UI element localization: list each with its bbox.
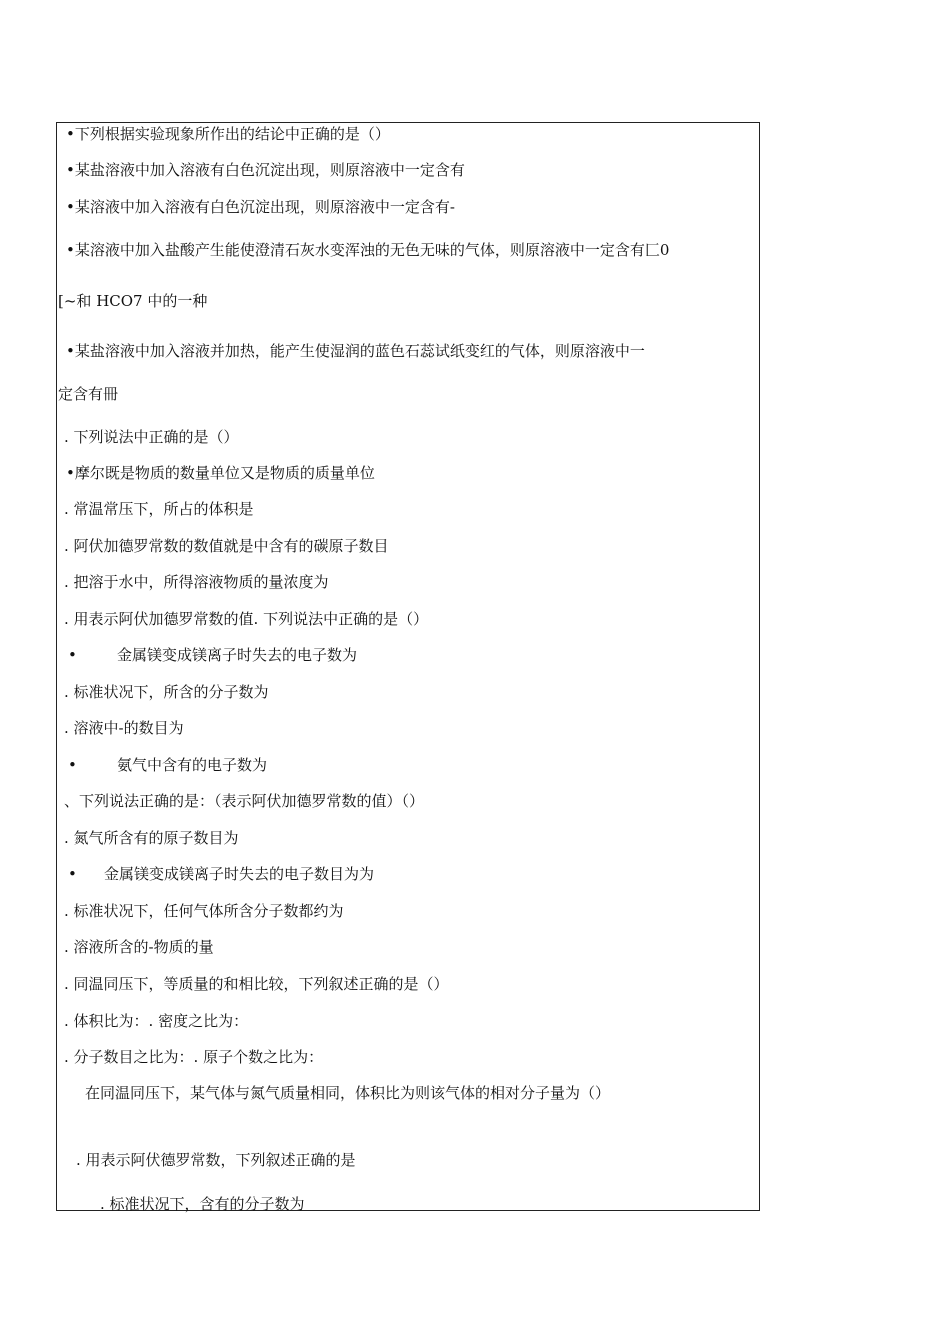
option-a: •某盐溶液中加入溶液有白色沉淀出现，则原溶液中一定含有 [66, 161, 465, 179]
option-c: •某溶液中加入盐酸产生能使澄清石灰水变浑浊的无色无味的气体，则原溶液中一定含有匚0 [66, 241, 670, 259]
bullet: • [68, 865, 77, 883]
question-3: . 用表示阿伏加德罗常数的值. 下列说法中正确的是（） [64, 610, 429, 628]
option-c-continued: [~和 HCO7 中的一种 [58, 292, 208, 310]
bullet: • [68, 646, 77, 664]
question-5: . 同温同压下，等质量的和相比较，下列叙述正确的是（） [64, 975, 449, 993]
question-6: 在同温同压下，某气体与氮气质量相同，体积比为则该气体的相对分子量为（） [85, 1084, 611, 1102]
option-a: •摩尔既是物质的数量单位又是物质的质量单位 [66, 464, 375, 482]
question-2: . 下列说法中正确的是（） [64, 428, 239, 446]
options-cd: . 分子数目之比为：. 原子个数之比为： [64, 1048, 324, 1066]
option-c: . 阿伏加德罗常数的数值就是中含有的碳原子数目 [64, 537, 389, 555]
bullet: • [68, 756, 77, 774]
option-d: . 把溶于水中，所得溶液物质的量浓度为 [64, 573, 329, 591]
question-4: 、下列说法正确的是：（表示阿伏加德罗常数的值）（） [64, 792, 425, 810]
option-d: . 溶液所含的-物质的量 [64, 938, 214, 956]
option-a: . 标准状况下，含有的分子数为 [100, 1195, 305, 1213]
question-1: •下列根据实验现象所作出的结论中正确的是（） [66, 125, 390, 143]
option-c: . 标准状况下，任何气体所含分子数都约为 [64, 902, 344, 920]
option-b: 金属镁变成镁离子时失去的电子数目为为 [104, 865, 375, 883]
option-d-continued: 定含有冊 [58, 385, 119, 403]
option-d: 氨气中含有的电子数为 [117, 756, 268, 774]
option-a: . 氮气所含有的原子数目为 [64, 829, 239, 847]
option-a: 金属镁变成镁离子时失去的电子数为 [117, 646, 358, 664]
option-d: •某盐溶液中加入溶液并加热，能产生使湿润的蓝色石蕊试纸变红的气体，则原溶液中一 [66, 342, 645, 360]
option-b: •某溶液中加入溶液有白色沉淀出现，则原溶液中一定含有- [66, 198, 455, 216]
option-c: . 溶液中-的数目为 [64, 719, 184, 737]
options-ab: . 体积比为：. 密度之比为： [64, 1012, 249, 1030]
option-b: . 常温常压下，所占的体积是 [64, 500, 254, 518]
question-7: . 用表示阿伏德罗常数，下列叙述正确的是 [76, 1151, 356, 1169]
option-b: . 标准状况下，所含的分子数为 [64, 683, 269, 701]
